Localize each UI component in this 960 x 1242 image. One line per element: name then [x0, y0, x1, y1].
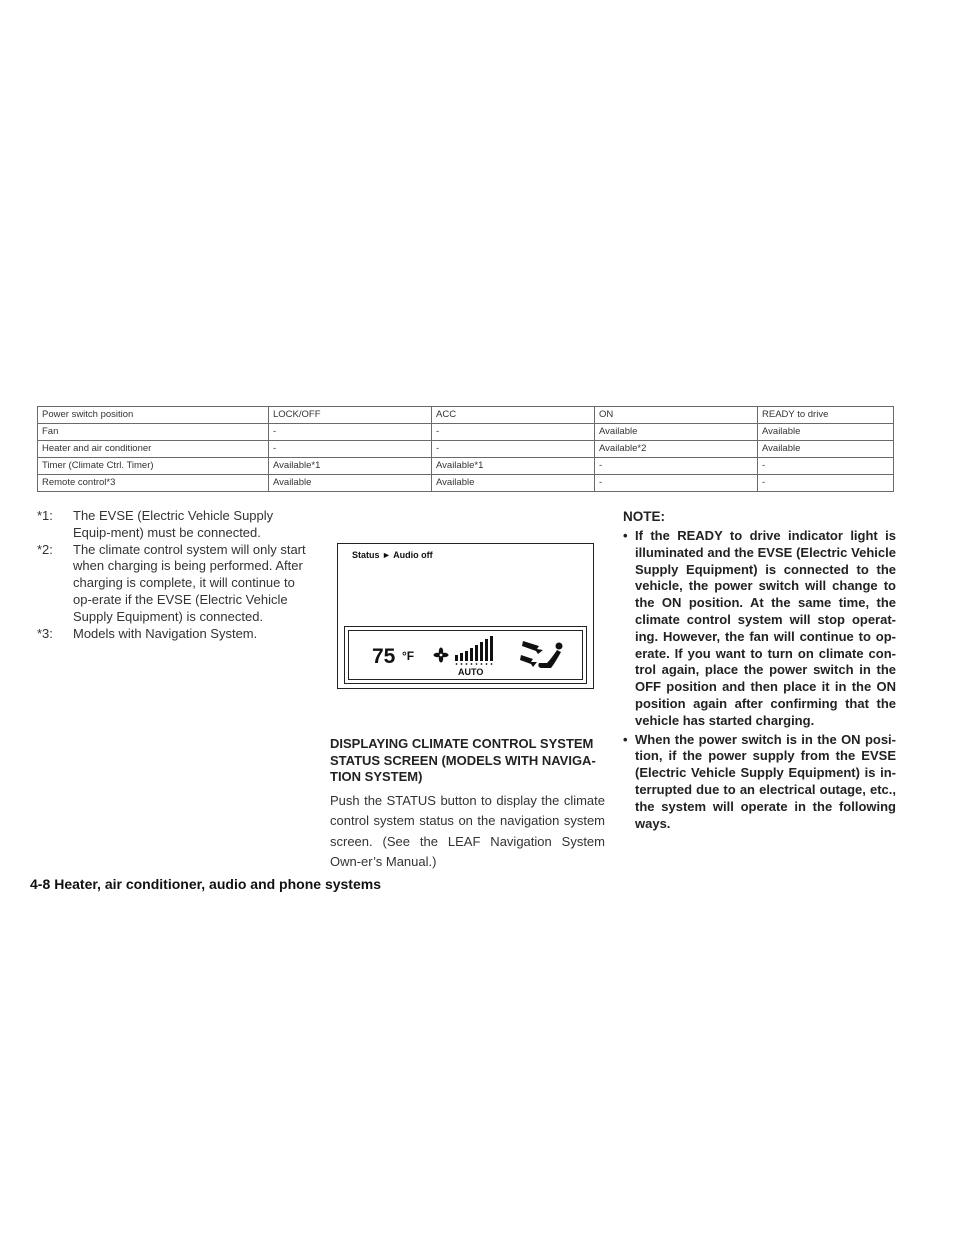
climate-panel [344, 626, 587, 684]
page-number: 4-8 [30, 876, 51, 892]
table-cell: - [758, 458, 894, 475]
section-heading: DISPLAYING CLIMATE CONTROL SYSTEM STATUS SCREEN (MODELS WITH NAVIGA-TION SYSTEM) [330, 736, 596, 784]
table-cell: Remote control*3 [38, 475, 269, 492]
power-switch-availability-table [37, 406, 894, 492]
climate-status-screen-illustration [337, 543, 594, 689]
footnote-text: The climate control system will only start when charging is being performed. After charging is complete, it will continue to op-erate if the EVSE (Electric Vehicle Supply Equipment) is connected. [73, 541, 306, 624]
table-cell: Heater and air conditioner [38, 441, 269, 458]
table-cell: Available [758, 441, 894, 458]
bullet-icon: • [623, 731, 628, 747]
table-cell: - [432, 424, 595, 441]
note-list [623, 528, 896, 834]
footnote-mark: *2: [37, 541, 53, 557]
list-item [623, 528, 896, 730]
table-cell: ACC [432, 407, 595, 424]
table-cell: Available [758, 424, 894, 441]
climate-panel-inner [348, 630, 583, 680]
table-cell: Power switch position [38, 407, 269, 424]
table-cell: READY to drive [758, 407, 894, 424]
status-line: Status ► Audio off [352, 550, 433, 560]
section-body: Push the STATUS button to display the climate control system status on the navigation system screen. (See the LEAF Navigation System Own-er’s Manual.) [330, 793, 605, 869]
table-cell: Available [269, 475, 432, 492]
table-cell: Timer (Climate Ctrl. Timer) [38, 458, 269, 475]
table-cell: Available*1 [432, 458, 595, 475]
table-cell: Available [432, 475, 595, 492]
fan-speed-bars-icon [453, 635, 495, 665]
page-footer [30, 876, 381, 892]
table-cell: Fan [38, 424, 269, 441]
table-row [38, 458, 894, 475]
table-cell: - [595, 458, 758, 475]
table-cell: Available*1 [269, 458, 432, 475]
fan-icon [433, 647, 449, 663]
note-text: If the READY to drive indicator light is illuminated and the EVSE (Electric Vehicle Supply Equipment) is connected to the vehicle, the power switch will change to the ON position. At the same time, the climate control system will stop operat-ing. However, the fan will continue to op-erate. If you want to turn on climate con-trol again, place the power switch in the OFF position and then place it in the ON position again after confirming that the vehicle has started charging. [635, 528, 896, 728]
table-cell: - [269, 424, 432, 441]
footnote-text: Models with Navigation System. [73, 625, 258, 641]
temperature-value: 75 [372, 645, 396, 668]
note-heading: NOTE: [623, 509, 665, 524]
auto-mode-label: AUTO [458, 667, 484, 677]
table-row [38, 441, 894, 458]
footnote-mark: *1: [37, 508, 53, 523]
table-footnotes [37, 508, 307, 642]
table-cell: - [758, 475, 894, 492]
table-row [38, 424, 894, 441]
temperature-unit: °F [402, 649, 415, 663]
footnote-text: The EVSE (Electric Vehicle Supply Equip-ment) must be connected. [73, 508, 274, 540]
note-text: When the power switch is in the ON posi-tion, if the power supply from the EVSE (Electric Vehicle Supply Equipment) is in-terrupted due to an electrical outage, etc., the system will operate in the following ways. [635, 731, 896, 831]
table-cell: - [432, 441, 595, 458]
table-cell: - [269, 441, 432, 458]
list-item [623, 732, 896, 833]
table-row [38, 407, 894, 424]
table-cell: Available*2 [595, 441, 758, 458]
footnote-1 [37, 508, 307, 542]
bullet-icon: • [623, 528, 628, 543]
footnote-3 [37, 626, 307, 643]
table-row [38, 475, 894, 492]
table-cell: LOCK/OFF [269, 407, 432, 424]
footnote-mark: *3: [37, 625, 53, 641]
airflow-mode-icon [517, 637, 567, 673]
chapter-title: Heater, air conditioner, audio and phone systems [54, 876, 381, 892]
table-cell: ON [595, 407, 758, 424]
footnote-2 [37, 542, 307, 626]
table-cell: - [595, 475, 758, 492]
table-cell: Available [595, 424, 758, 441]
